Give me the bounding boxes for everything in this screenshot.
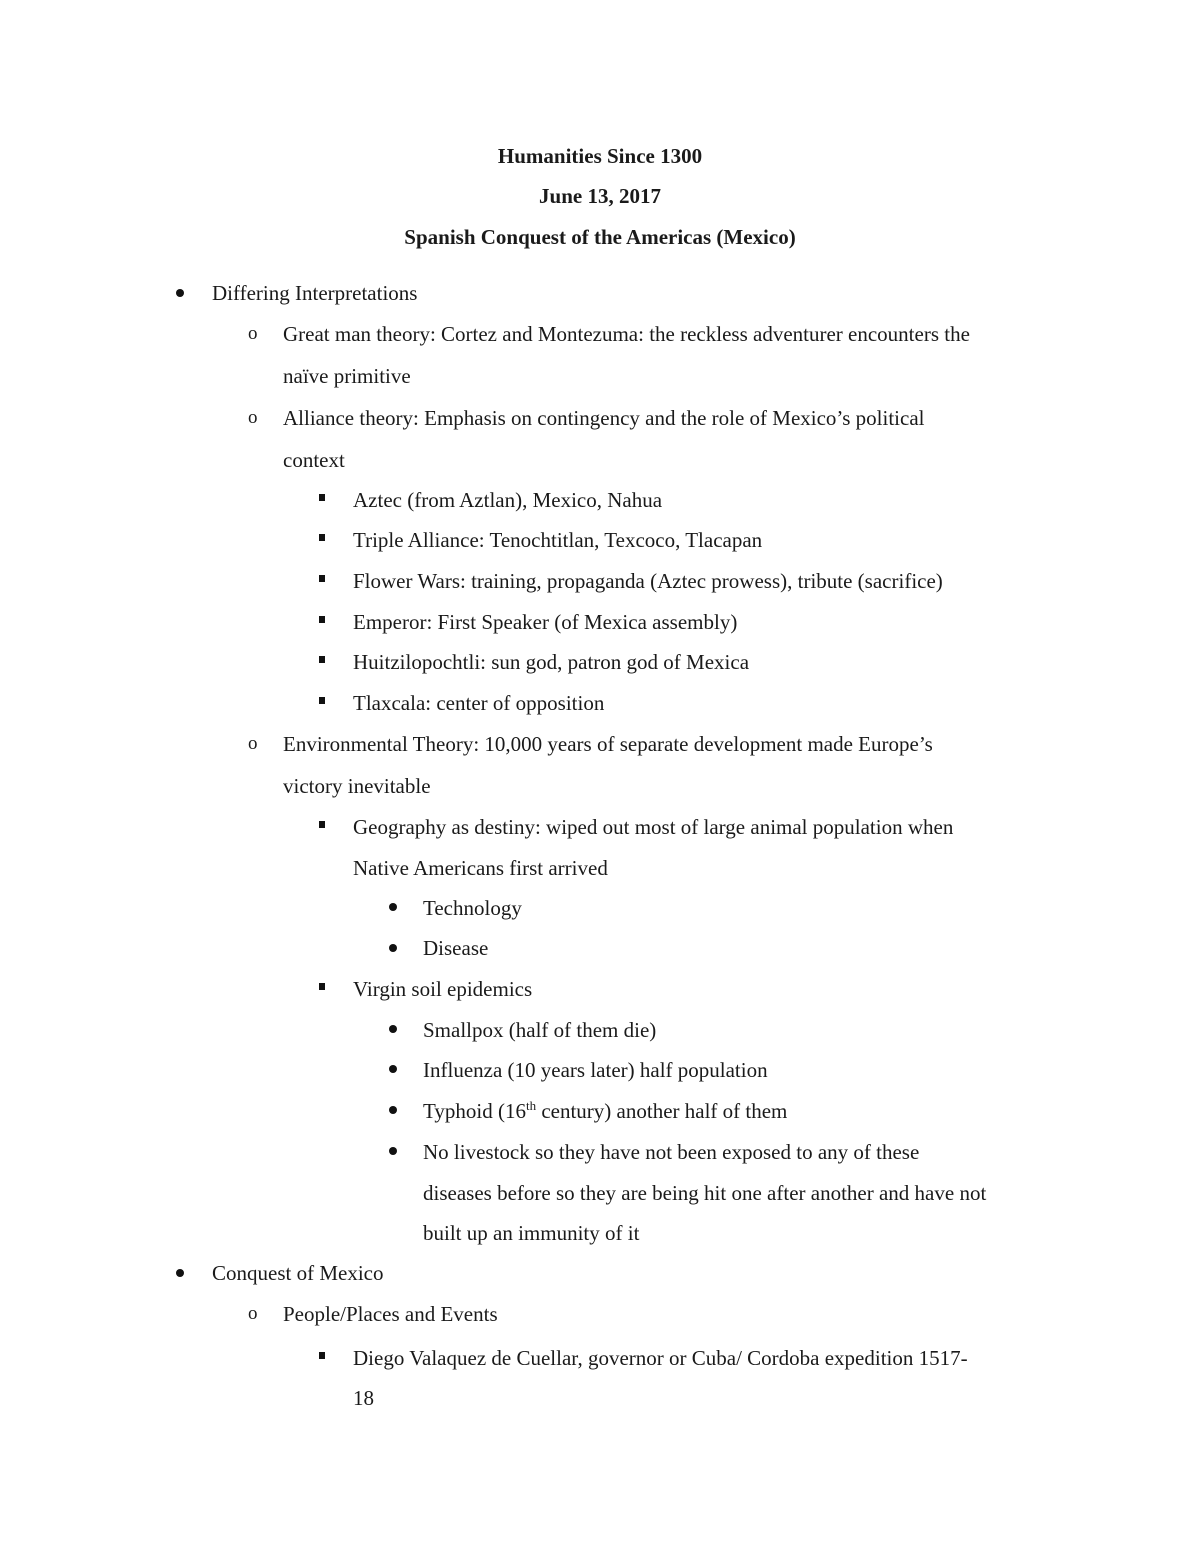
influenza-item: Influenza (10 years later) half population — [423, 1058, 768, 1082]
typhoid-text-end: century) another half of them — [536, 1099, 788, 1123]
environmental-theory-line1: Environmental Theory: 10,000 years of separate development made Europe’s — [283, 732, 933, 756]
diego-line1: Diego Valaquez de Cuellar, governor or Cuba/ Cordoba expedition 1517- — [353, 1346, 968, 1370]
bullet-icon — [389, 903, 397, 911]
square-bullet-icon — [319, 656, 325, 663]
lecture-topic: Spanish Conquest of the Americas (Mexico) — [404, 225, 796, 249]
square-bullet-icon — [319, 821, 325, 828]
bullet-icon — [389, 944, 397, 952]
square-bullet-icon — [319, 575, 325, 582]
list-item: Flower Wars: training, propaganda (Aztec prowess), tribute (sacrifice) — [353, 569, 943, 593]
lecture-date: June 13, 2017 — [539, 184, 661, 208]
section-differing-interpretations: Differing Interpretations — [212, 281, 418, 305]
circle-bullet-icon: o — [248, 1303, 258, 1324]
bullet-icon — [389, 1106, 397, 1114]
great-man-theory-line1: Great man theory: Cortez and Montezuma: the reckless adventurer encounters the — [283, 322, 970, 346]
square-bullet-icon — [319, 616, 325, 623]
virgin-soil-epidemics: Virgin soil epidemics — [353, 977, 533, 1001]
list-item: Technology — [423, 896, 522, 920]
typhoid-superscript: th — [525, 1098, 537, 1113]
people-places-events: People/Places and Events — [283, 1302, 498, 1326]
geography-line1: Geography as destiny: wiped out most of large animal population when — [353, 815, 954, 839]
smallpox-item: Smallpox (half of them die) — [423, 1018, 657, 1042]
list-item: Triple Alliance: Tenochtitlan, Texcoco, Tlacapan — [353, 528, 763, 552]
square-bullet-icon — [319, 983, 325, 990]
environmental-theory-line2: victory inevitable — [283, 774, 431, 798]
typhoid-text-start: Typhoid (16 — [423, 1099, 526, 1123]
livestock-line2: diseases before so they are being hit one after another and have not — [423, 1181, 987, 1205]
livestock-line3: built up an immunity of it — [423, 1221, 640, 1245]
diego-line2: 18 — [353, 1386, 374, 1410]
list-item: Tlaxcala: center of opposition — [353, 691, 605, 715]
typhoid-item — [423, 1097, 787, 1125]
section-conquest-of-mexico: Conquest of Mexico — [212, 1261, 384, 1285]
livestock-line1: No livestock so they have not been exposed to any of these — [423, 1140, 920, 1164]
square-bullet-icon — [319, 494, 325, 501]
list-item: Disease — [423, 936, 489, 960]
geography-line2: Native Americans first arrived — [353, 856, 608, 880]
bullet-icon — [389, 1065, 397, 1073]
circle-bullet-icon: o — [248, 323, 258, 344]
square-bullet-icon — [319, 1352, 325, 1359]
list-item: Aztec (from Aztlan), Mexico, Nahua — [353, 488, 663, 512]
course-title: Humanities Since 1300 — [497, 144, 703, 168]
bullet-icon — [389, 1025, 397, 1033]
bullet-icon — [389, 1147, 397, 1155]
alliance-theory-line1: Alliance theory: Emphasis on contingency and the role of Mexico’s political — [283, 406, 925, 430]
circle-bullet-icon: o — [248, 407, 258, 428]
list-item: Emperor: First Speaker (of Mexica assembly) — [353, 610, 738, 634]
bullet-icon — [176, 289, 184, 297]
circle-bullet-icon: o — [248, 733, 258, 754]
square-bullet-icon — [319, 697, 325, 704]
list-item: Huitzilopochtli: sun god, patron god of Mexica — [353, 650, 750, 674]
square-bullet-icon — [319, 534, 325, 541]
alliance-theory-line2: context — [283, 448, 345, 472]
bullet-icon — [176, 1269, 184, 1277]
great-man-theory-line2: naïve primitive — [283, 364, 411, 388]
